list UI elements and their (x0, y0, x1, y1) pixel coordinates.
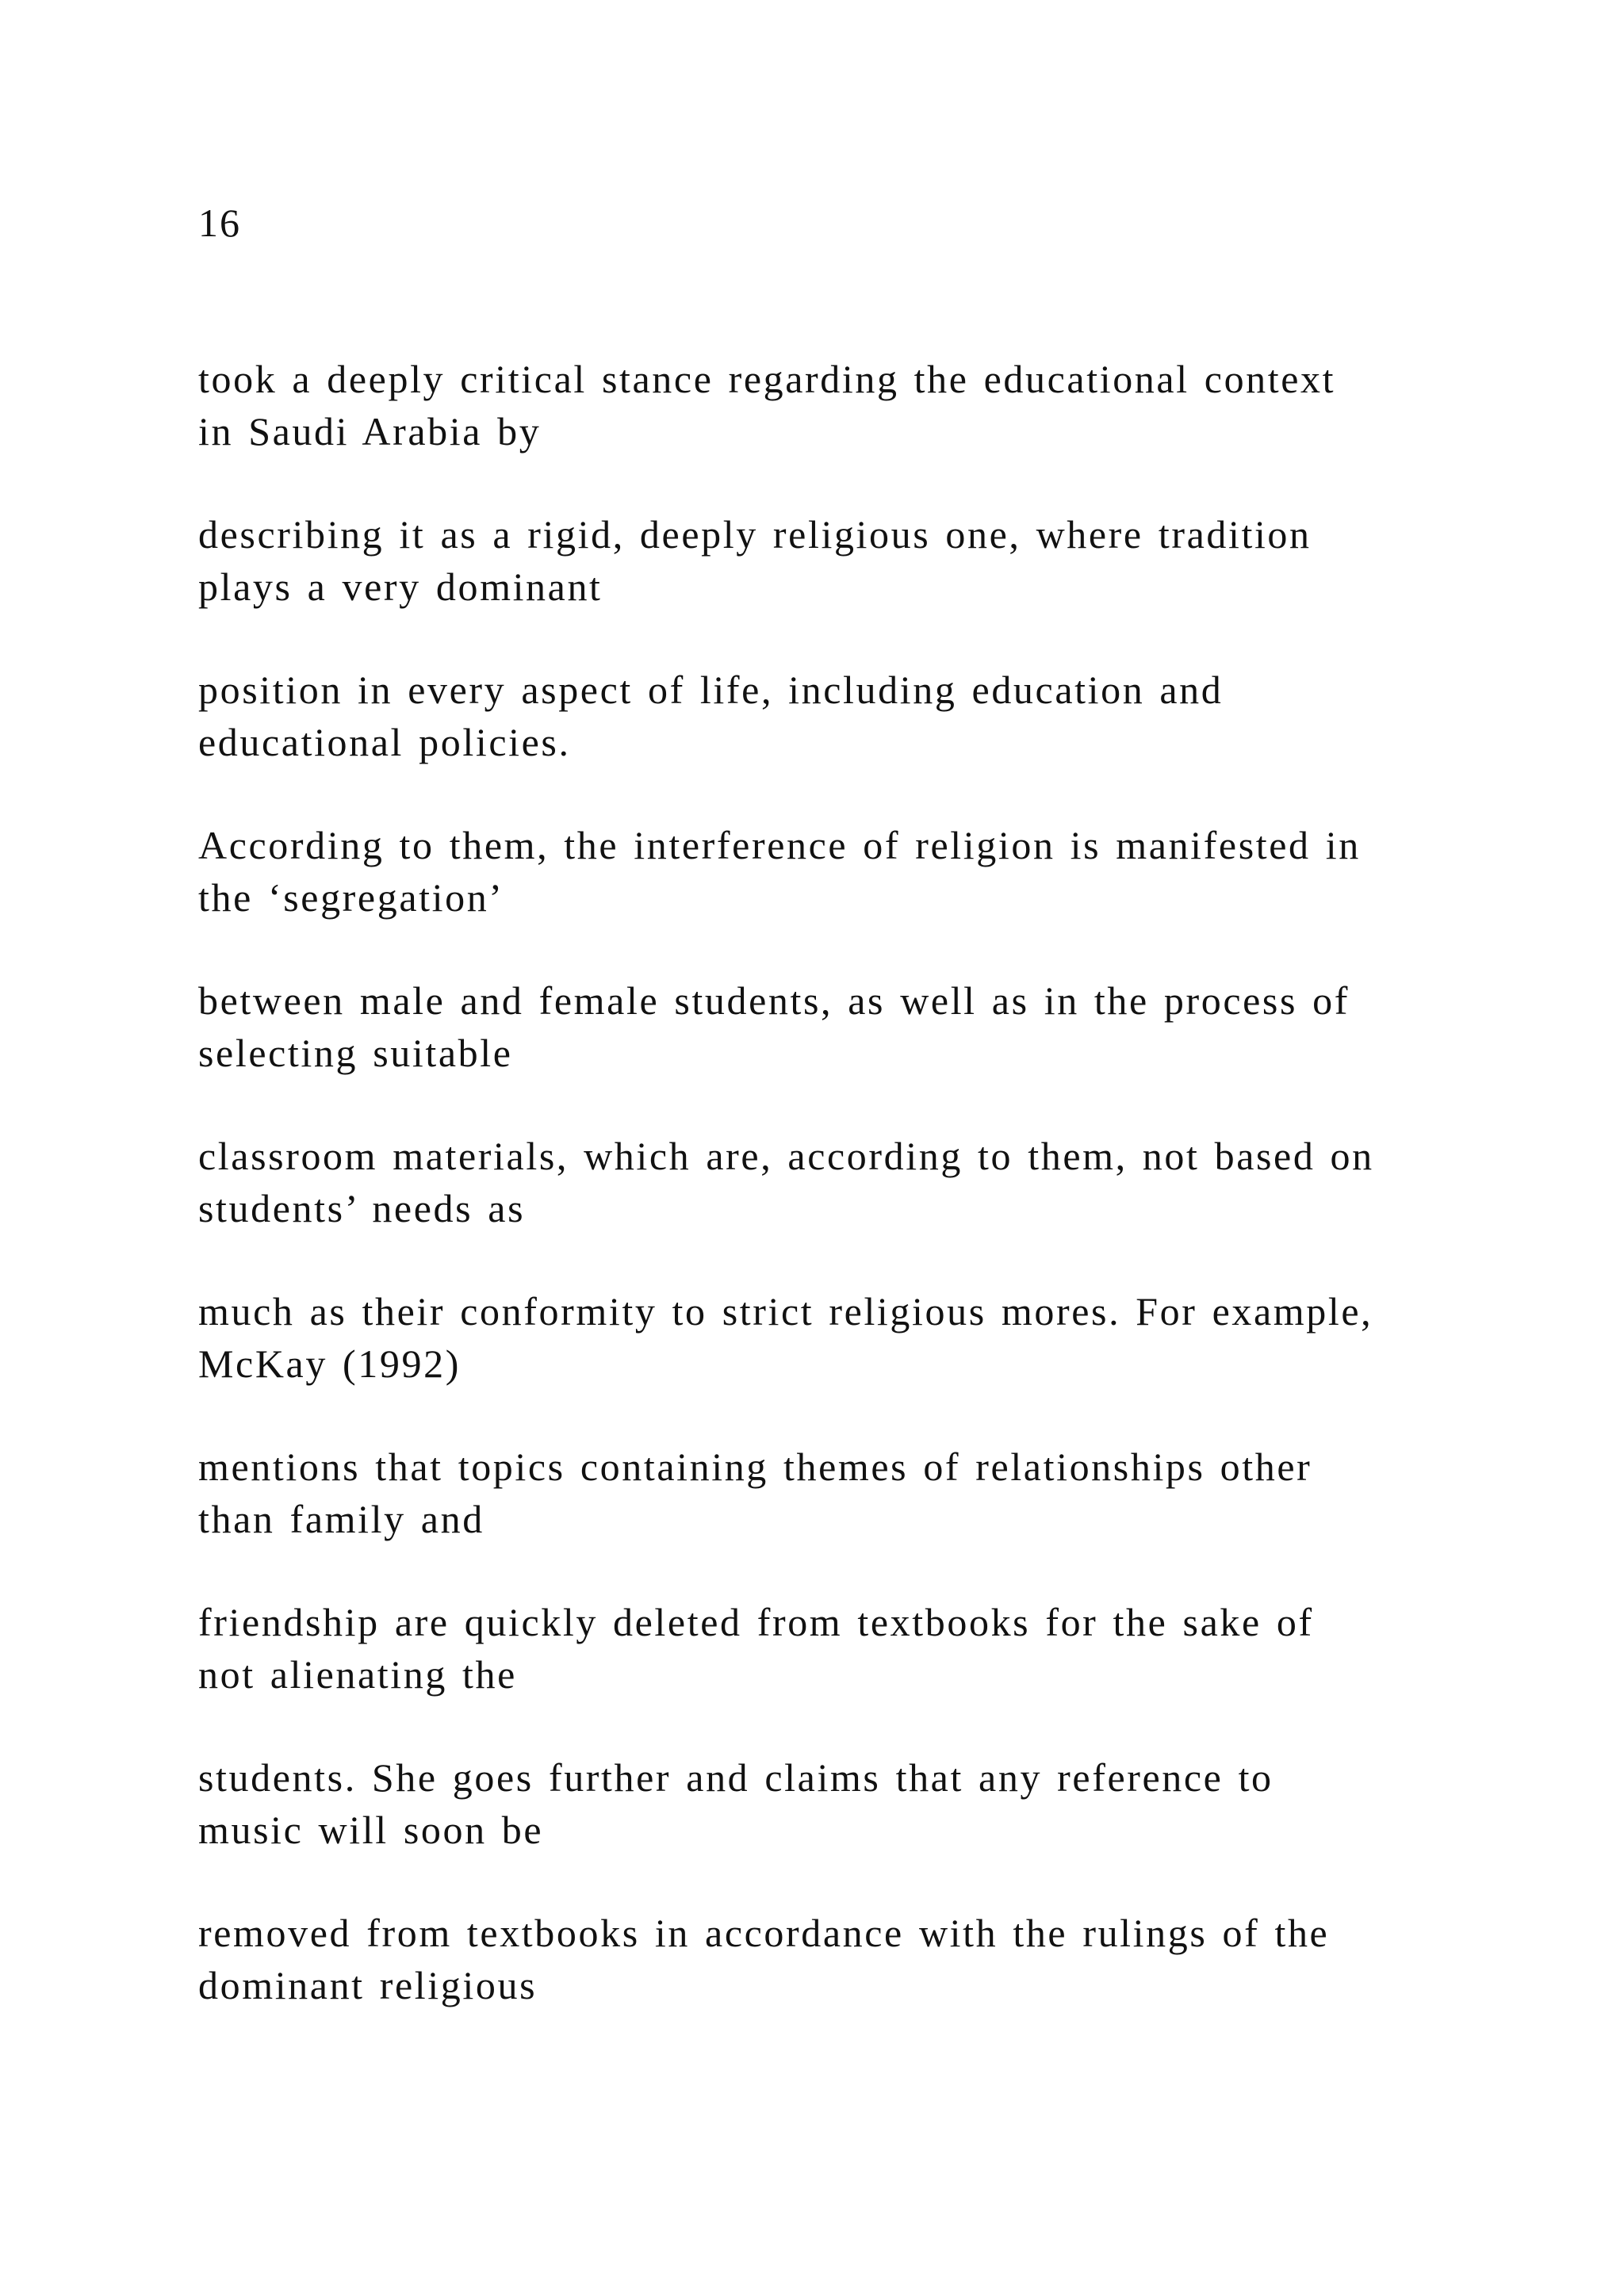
text-line: not alienating the (198, 1652, 517, 1697)
text-line: the ‘segregation’ (198, 875, 504, 920)
text-line: dominant religious (198, 1963, 538, 2007)
page-number: 16 (198, 201, 241, 245)
text-line: According to them, the interference of religion is manifested in (198, 823, 1361, 867)
text-line: students. She goes further and claims that any reference to (198, 1755, 1274, 1800)
paragraph (198, 664, 1467, 768)
text-line: McKay (1992) (198, 1341, 461, 1386)
body-text (198, 353, 1467, 2062)
text-line: friendship are quickly deleted from textbooks for the sake of (198, 1600, 1314, 1644)
text-line: removed from textbooks in accordance with the rulings of the (198, 1911, 1330, 1955)
text-line: in Saudi Arabia by (198, 409, 542, 453)
text-line: classroom materials, which are, according to them, not based on (198, 1134, 1374, 1178)
paragraph (198, 1907, 1467, 2011)
text-line: between male and female students, as well as in the process of (198, 978, 1350, 1023)
paragraph (198, 974, 1467, 1079)
text-line: describing it as a rigid, deeply religious one, where tradition (198, 512, 1312, 557)
text-line: than family and (198, 1497, 485, 1541)
paragraph (198, 819, 1467, 924)
text-line: mentions that topics containing themes of relationships other (198, 1445, 1312, 1489)
text-line: educational policies. (198, 720, 571, 764)
paragraph (198, 1441, 1467, 1545)
text-line: much as their conformity to strict religious mores. For example, (198, 1289, 1373, 1334)
text-line: selecting suitable (198, 1031, 513, 1075)
text-line: took a deeply critical stance regarding the educational context (198, 357, 1336, 401)
paragraph (198, 353, 1467, 457)
paragraph (198, 508, 1467, 613)
text-line: students’ needs as (198, 1186, 526, 1230)
paragraph (198, 1596, 1467, 1701)
paragraph (198, 1751, 1467, 1856)
paragraph (198, 1130, 1467, 1234)
text-line: music will soon be (198, 1808, 544, 1852)
text-line: plays a very dominant (198, 564, 603, 609)
text-line: position in every aspect of life, including education and (198, 668, 1224, 712)
paragraph (198, 1285, 1467, 1390)
